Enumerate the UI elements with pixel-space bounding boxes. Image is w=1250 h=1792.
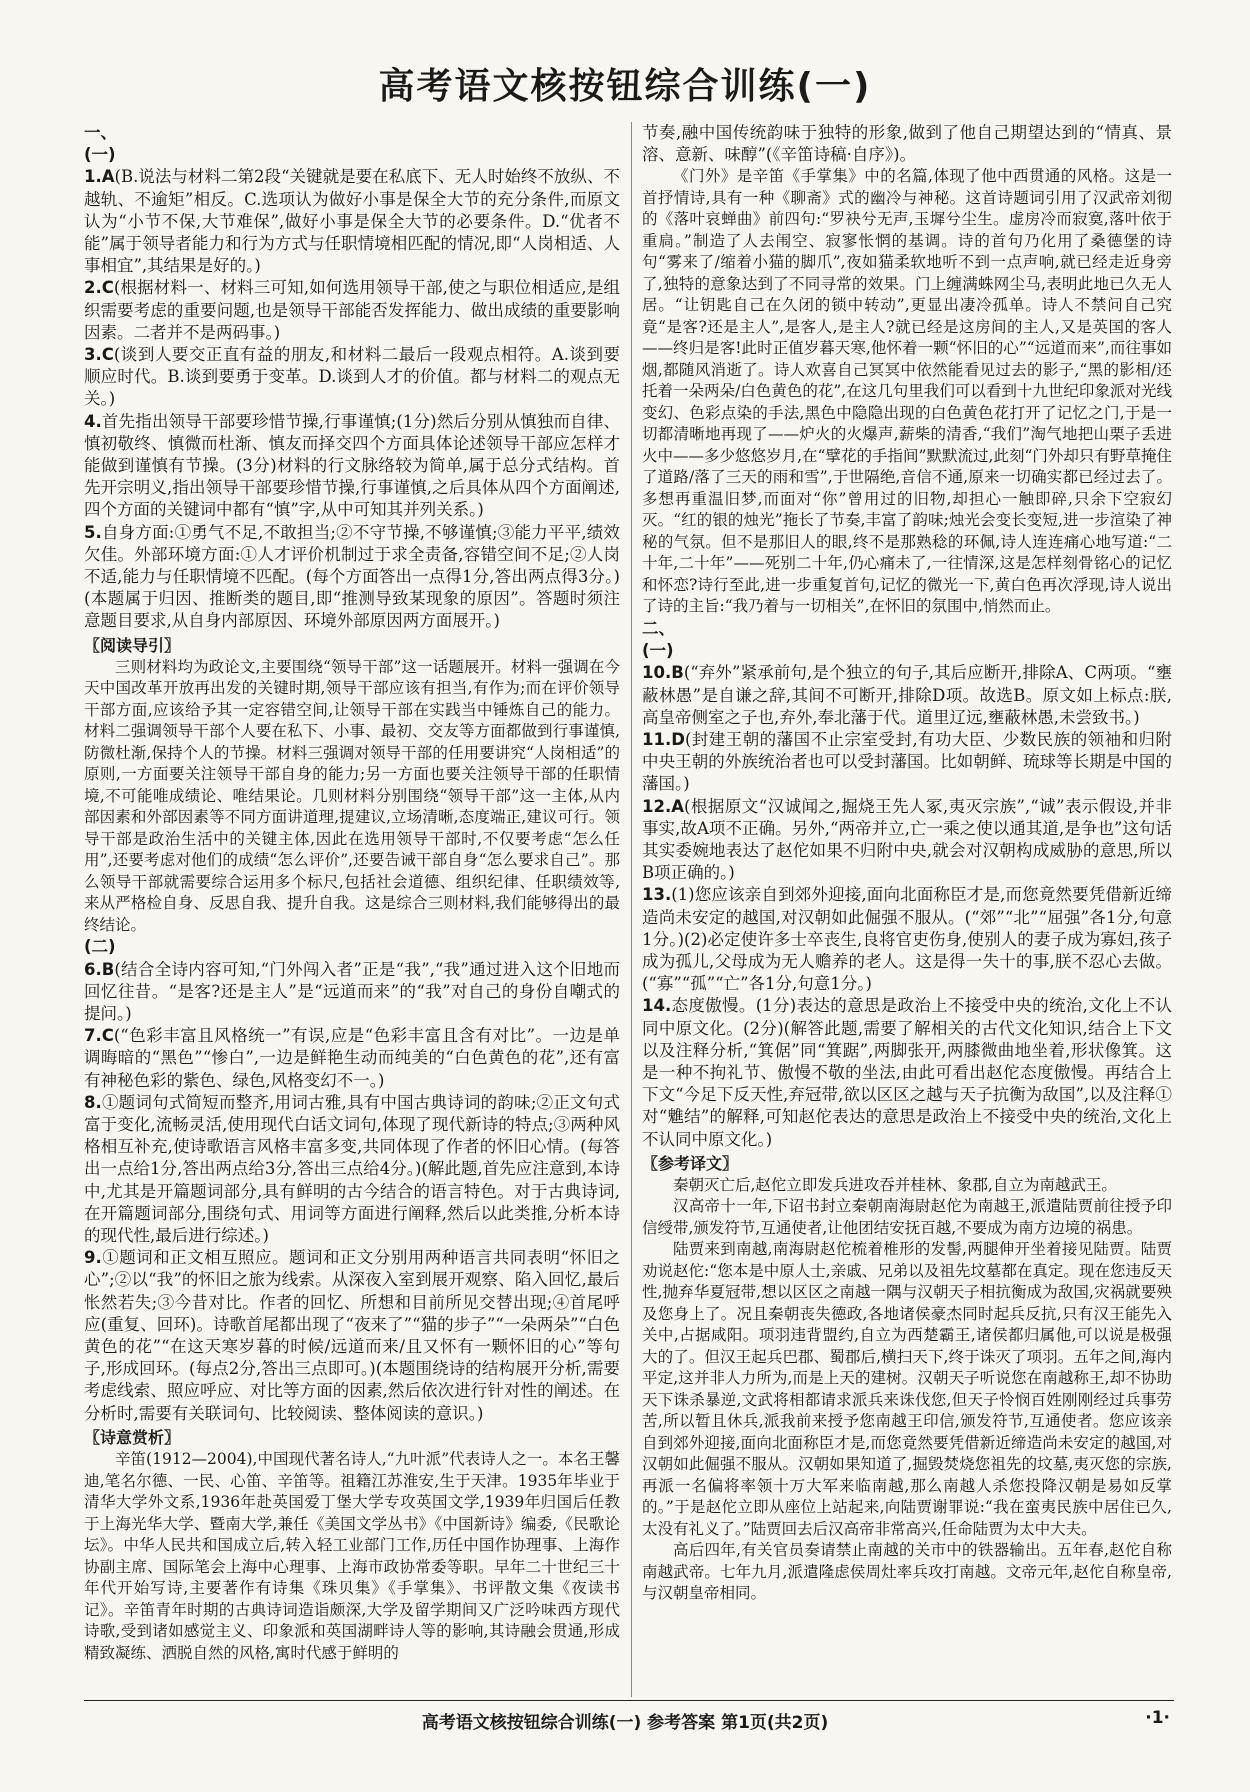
poem-appreciation-continued: 节奏,融中国传统韵味于独特的形象,做到了他自己期望达到的“情真、景溶、意新、味醇”(《辛笛诗稿·自序》)。: [642, 123, 1172, 165]
answer-item: [84, 1025, 620, 1092]
answer-number: 11.D: [642, 729, 685, 749]
reading-guide-text: 三则材料均为政论文,主要围绕“领导干部”这一话题展开。材料一强调在今天中国改革开放再出发的关键时期,领导干部应该有担当,有作为;而在评价领导干部方面,应该给予其一定容错空间,让领导干部在实践当中锤炼自己的能力。材料二强调领导干部个人要在私下、小事、最初、交友等方面都做到行事谨慎,防微杜渐,保持个人的节操。材料三强调对领导干部的任用要讲究“人岗相适”的原则,一方面要关注领导干部自身的能力;另一方面也要关注领导干部的任职情境,不可能唯成绩论、唯结果论。几则材料分别围绕“领导干部”这一主体,从内部因素和外部因素等不同方面讲道理,提建议,立场清晰,态度端正,建议可行。领导干部是政治生活中的关键主体,因此在选用领导干部时,不仅要考虑“怎么任用”,还要考虑对他们的成绩“怎么评价”,还要告诫干部自身“怎么要求自己”。那么领导干部就需要综合运用多个标尺,包括社会道德、组织纪律、任职绩效等,来从严格检自身、反思自我、提升自我。这是综合三则材料,我们能够得出的最终结论。: [84, 657, 620, 934]
answer-item: [642, 884, 1172, 995]
left-column: [84, 122, 620, 1697]
subsection-heading: (二): [84, 937, 116, 957]
answer-text: (“弃外”紧承前句,是个独立的句子,其后应断开,排除A、C两项。“壅蔽林愚”是自谦之辞,其间不可断开,排除D项。故选B。原文如上标点:朕,高皇帝侧室之子也,弃外,奉北藩于代。道里辽远,壅蔽林愚,未尝致书。): [642, 663, 1172, 727]
poem-appreciation-text: 辛笛(1912—2004),中国现代著名诗人,“九叶派”代表诗人之一。本名王馨迪,笔名尔德、一民、心笛、辛笛等。祖籍江苏淮安,生于天津。1935年毕业于清华大学外文系,1936年赴英国爱丁堡大学专攻英国文学,1939年归国后任教于上海光华大学、暨南大学,兼任《美国文学丛书》《中国新诗》编委,《民歌论坛》。中华人民共和国成立后,转入轻工业部门工作,历任中国作协理事、上海作协副主席、国际笔会上海中心理事、上海市政协常委等职。早年二十世纪三十年代开始写诗,主要著作有诗集《珠贝集》《手掌集》、书评散文集《夜读书记》。辛笛青年时期的古典诗词造诣颇深,大学及留学期间又广泛吟味西方现代诗歌,受到诸如感觉主义、印象派和英国湖畔诗人等的影响,其诗融会贯通,形成精致凝练、洒脱自然的风格,寓时代感于鲜明的: [84, 1450, 620, 1662]
section-heading: 二、: [642, 618, 675, 638]
answer-item: [642, 796, 1172, 885]
translation-paragraph: 汉高帝十一年,下诏书封立秦朝南海尉赵佗为南越王,派遣陆贾前往授予印信绶带,颁发符节,互通使者,让他团结安抚百越,不要成为南方边境的祸患。: [642, 1197, 1172, 1237]
answer-item: [642, 729, 1172, 796]
answer-number: 4.: [84, 411, 102, 431]
answer-text: ①题词和正文相互照应。题词和正文分别用两种语言共同表明“怀旧之心”;②以“我”的怀旧之旅为线索。从深夜入室到展开观察、陷入回忆,最后怅然若失;③今昔对比。作者的回忆、所想和目前所见交替出现;④首尾呼应(重复、回环)。诗歌首尾都出现了“夜来了”“猫的步子”“一朵两朵”“白色黄色的花”“在这天寒岁暮的时候/远道而来/且又怀有一颗怀旧的心”等句子,形成回环。(每点2分,答出三点即可。)(本题围绕诗的结构展开分析,需要考虑线索、照应呼应、对比等方面的因素,然后依次进行针对性的阐述。在分析时,需要有关联词句、比较阅读、整体阅读的意识。): [84, 1248, 620, 1423]
translation-paragraph: 高后四年,有关官员奏请禁止南越的关市中的铁器输出。五年春,赵佗自称南越武帝。七年九月,派遣隆虑侯周灶率兵攻打南越。文帝元年,赵佗自称皇帝,与汉朝皇帝相同。: [642, 1541, 1172, 1603]
answer-text: ①题词句式简短而整齐,用词古雅,具有中国古典诗词的韵味;②正文句式富于变化,流畅灵活,使用现代白话文词句,体现了现代新诗的特点;③两种风格相互补充,使诗歌语言风格丰富多变,共同体现了作者的怀旧心情。(每答出一点给1分,答出两点给3分,答出三点给4分。)(解此题,首先应注意到,本诗中,尤其是开篇题词部分,具有鲜明的古今结合的语言特色。对于古典诗词,在开篇题词部分,围绕句式、用词等方面进行阐释,然后以此类推,分析本诗的现代性,最后进行综述。): [84, 1092, 620, 1246]
answer-number: 8.: [84, 1092, 102, 1112]
answer-number: 6.B: [84, 959, 115, 979]
answer-item: [84, 1092, 620, 1247]
answer-text: 首先指出领导干部要珍惜节操,行事谨慎;(1分)然后分别从慎独而自律、慎初敬终、慎微而杜渐、慎友而择交四个方面具体论述领导干部应怎样才能做到谨慎有节操。(3分)材料的行文脉络较为简单,属于总分式结构。首先开宗明义,指出领导干部要珍惜节操,行事谨慎,之后具体从四个方面阐述,四个方面的关键词中都有“慎”字,从中可知其并列关系。): [84, 411, 620, 520]
poem-appreciation-heading: 〖 诗意赏析 〗: [84, 1427, 620, 1449]
page-title: 高考语文核按钮综合训练(一): [378, 66, 872, 107]
answer-item: [84, 959, 620, 1026]
subsection-heading: (一): [642, 641, 674, 661]
answer-number: 14.: [642, 996, 672, 1016]
poem-appreciation-paragraph: 《门外》是辛笛《手掌集》中的名篇,体现了他中西贯通的风格。这是一首抒情诗,具有一种《聊斋》式的幽冷与神秘。这首诗题词引用了汉武帝刘彻的《落叶哀蝉曲》前四句:“罗袂兮无声,玉墀兮尘生。虚房冷而寂寞,落叶依于重扃。”制造了人去闱空、寂寥怅惘的基调。诗的首句乃化用了桑德堡的诗句“雾来了/缩着小猫的脚爪”,夜如猫柔软地听不到一点声响,就已经走近身旁了,独特的意象达到了不同寻常的效果。门上缠满蛛网尘马,表明此地已久无人居。“让钥匙自己在久闭的锁中转动”,更显出凄冷孤单。诗人不禁问自己究竟“是客?还是主人”,是客人,是主人?就已经是这房间的主人,又是英国的客人——终归是客!此时正值岁暮天寒,他怀着一颗“怀旧的心”“远道而来”,而往事如烟,都随风消逝了。诗人欢喜自己冥冥中依然能看见过去的影子,“黑的影相/还托着一朵两朵/白色黄色的花”,在这几句里我们可以看到十九世纪印象派对光线变幻、色彩点染的手法,黑色中隐隐出现的白色黄色花打开了记忆之门,于是一切都清晰地再现了——炉火的火爆声,薪柴的清香,“我们”淘气地把山栗子丢进火中——多少悠悠岁月,在“擘花的手指间”默默流过,此刻“门外却只有野草掩住了道路/落了三天的雨和雪”,于世隔绝,音信不通,原来一切确实都已经过去了。多想再重温旧梦,而面对“你”曾用过的旧物,却担心一触即碎,只余下空寂幻灭。“红的银的烛光”拖长了节奏,丰富了韵味;烛光会变长变短,进一步渲染了神秘的气氛。但不是那旧人的眼,终不是那熟稔的环佩,诗人连连痛心地写道:“二十年,二十年”——死别二十年,仍心痛未了,一往情深,这是怎样刻骨铭心的记忆和怀恋?诗行至此,进一步重复首句,记忆的微光一下,黄白色再次浮现,诗人说出了诗的主旨:“我乃着与一切相关”,在怀旧的氛围中,悄然而止。: [642, 167, 1172, 616]
answer-number: 1.A: [84, 167, 115, 187]
page-number: ·1·: [1145, 1708, 1170, 1728]
answer-number: 12.A: [642, 796, 684, 816]
answer-item: [84, 1247, 620, 1425]
answer-number: 13.: [642, 885, 672, 905]
answer-number: 3.C: [84, 345, 114, 365]
translation-paragraph: 秦朝灭亡后,赵佗立即发兵进攻吞并桂林、象郡,自立为南越武王。: [673, 1175, 1117, 1194]
answer-item: [84, 344, 620, 411]
answer-number: 7.C: [84, 1026, 114, 1046]
right-column: [642, 122, 1172, 1697]
answer-text: (1)您应该亲自到郊外迎接,面向北面称臣才是,而您竟然要凭借新近缔造尚未安定的越国,对汉朝如此倔强不服从。(“郊”“北”“屈强”各1分,句意1分。)(2)必定使许多士卒丧生,良将官吏伤身,使别人的妻子成为寡妇,孩子成为孤儿,父母成为无人赡养的老人。这是得一失十的事,朕不忍心去做。(“寡”“孤”“亡”各1分,句意1分。): [642, 885, 1172, 994]
column-divider: [631, 122, 632, 1697]
footer-rule: [84, 1700, 1174, 1701]
answer-text: (B.说法与材料二第2段“关键就是要在私底下、无人时始终不放纵、不越轨、不逾矩”相反。C.选项认为做好小事是保全大节的充分条件,而原文认为“小节不保,大节难保”,做好小事是保全大节的必要条件。D.“优者不能”属于领导者能力和行为方式与任职情境相匹配的情况,即“人岗相适、人事相宜”,其结果是好的。): [84, 167, 620, 276]
answer-number: 2.C: [84, 278, 114, 298]
reading-guide-heading: 〖 阅读导引 〗: [84, 635, 620, 657]
answer-text: (根据材料一、材料三可知,如何选用领导干部,使之与职位相适应,是组织需要考虑的重要问题,也是领导干部能否发挥能力、做出成绩的重要影响因素。二者并不是两码事。): [84, 278, 620, 342]
answer-item: [84, 277, 620, 344]
answer-item: [642, 995, 1172, 1150]
answer-number: 10.B: [642, 663, 684, 683]
section-heading: 一、: [84, 123, 117, 142]
answer-text: (谈到人要交正直有益的朋友,和材料二最后一段观点相符。A.谈到要顺应时代。B.谈到要勇于变革。D.谈到人才的价值。都与材料二的观点无关。): [84, 345, 620, 409]
translation-heading: 〖 参考译文 〗: [642, 1153, 1172, 1175]
answer-item: [642, 662, 1172, 729]
answer-text: (根据原文“汉诚闻之,掘烧王先人冢,夷灭宗族”,“诚”表示假设,并非事实,故A项不正确。另外,“两帝并立,亡一乘之使以通其道,是争也”这句话其实委婉地表达了赵佗如果不归附中央,就会对汉朝构成威胁的意思,所以B项正确的。): [642, 796, 1172, 883]
answer-text: 自身方面:①勇气不足,不敢担当;②不守节操,不够谨慎;③能力平平,绩效欠佳。外部环境方面:①人才评价机制过于求全责备,容错空间不足;②人岗不适,能力与任职情境不匹配。(每个方面答出一点得1分,答出两点得3分。)(本题属于归因、推断类的题目,即“推测导致某现象的原因”。答题时须注意题目要求,从自身内部原因、环境外部原因两方面展开。): [84, 522, 620, 631]
subsection-heading: (一): [84, 145, 116, 165]
page-footer: 高考语文核按钮综合训练(一) 参考答案 第1页(共2页): [421, 1713, 829, 1733]
answer-item: [84, 522, 620, 633]
answer-text: (结合全诗内容可知,“门外闯入者”正是“我”,“我”通过进入这个旧地而回忆往昔。“是客?还是主人”是“远道而来”的“我”对自己的身份自嘲式的提问。): [84, 959, 620, 1023]
answer-text: 态度傲慢。(1分)表达的意思是政治上不接受中央的统治,文化上不认同中原文化。(2分)(解答此题,需要了解相关的古代文化知识,结合上下文以及注释分析,“箕倨”同“箕踞”,两脚张开,两膝微曲地坐着,形状像箕。这是一种不拘礼节、傲慢不敬的坐法,由此可看出赵佗态度傲慢。再结合上下文“今足下反天性,弃冠带,欲以区区之越与天子抗衡为敌国”,以及注释①对“魋结”的解释,可知赵佗表达的意思是政治上不接受中央的统治,文化上不认同中原文化。): [642, 996, 1172, 1149]
translation-paragraph: 陆贾来到南越,南海尉赵佗梳着椎形的发髻,两腿伸开坐着接见陆贾。陆贾劝说赵佗:“您本是中原人士,亲戚、兄弟以及祖先坟墓都在真定。现在您违反天性,抛弃华夏冠带,想以区区之南越一隅与汉朝天子相抗衡成为敌国,灾祸就要殃及您身上了。况且秦朝丧失德政,各地诸侯豪杰同时起兵反抗,只有汉王能先入关中,占据咸阳。项羽违背盟约,自立为西楚霸王,诸侯都归属他,可以说是极强大的了。但汉王起兵巴郡、蜀郡后,横扫天下,终于诛灭了项羽。五年之间,海内平定,这并非人力所为,而是上天的建树。汉朝天子听说您在南越称王,却不协助天下诛杀暴逆,文武将相都请求派兵来诛伐您,但天子怜悯百姓刚刚经过兵事劳苦,所以暂且休兵,派我前来授予您南越王印信,颁发符节,互通使者。您应该亲自到郊外迎接,面向北面称臣才是,而您竟然要凭借新近缔造尚未安定的越国,对汉朝如此倔强不服从。汉朝如果知道了,掘毁焚烧您祖先的坟墓,夷灭您的宗族,再派一名偏将率领十万大军来临南越,那么南越人杀您投降汉朝是易如反掌的。”于是赵佗立即从座位上站起来,向陆贾谢罪说:“我在蛮夷民族中居住已久,太没有礼义了。”陆贾回去后汉高帝非常高兴,任命陆贾为太中大夫。: [642, 1240, 1172, 1538]
answer-text: (“色彩丰富且风格统一”有误,应是“色彩丰富且含有对比”。一边是单调晦暗的“黑色”“惨白”,一边是鲜艳生动而纯美的“白色黄色的花”,还有富有神秘色彩的紫色、绿色,风格变幻不一。): [84, 1026, 620, 1090]
answer-item: [84, 166, 620, 277]
answer-item: [84, 411, 620, 522]
answer-text: (封建王朝的藩国不止宗室受封,有功大臣、少数民族的领袖和归附中央王朝的外族统治者也可以受封藩国。比如朝鲜、琉球等长期是中国的藩国。): [642, 729, 1172, 794]
answer-number: 9.: [84, 1248, 102, 1268]
answer-number: 5.: [84, 522, 102, 542]
